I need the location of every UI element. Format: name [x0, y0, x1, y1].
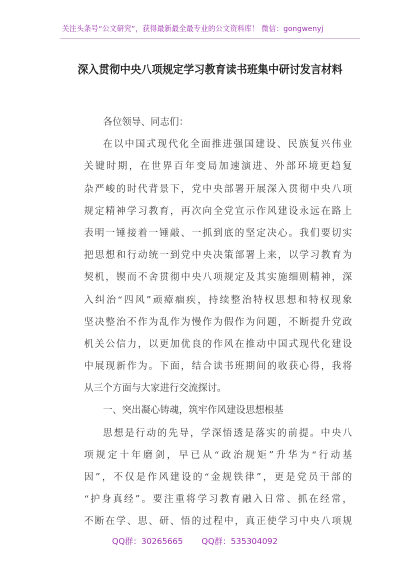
footer-qq-group-1: QQ群：30265665	[112, 536, 183, 546]
header-divider	[60, 38, 360, 39]
body-line: 项规定十年磨剑，早已从“政治规矩”升华为“行动基	[84, 449, 352, 461]
body-line: 思想是行动的先导，学深悟透是落实的前提。中央八	[103, 427, 352, 439]
body-line: 一、突出凝心铸魂，筑牢作风建设思想根基	[103, 405, 284, 417]
body-line: 在以中国式现代化全面推进强国建设、民族复兴伟业	[103, 139, 352, 151]
body-line: 坚决整治不作为乱作为慢作为假作为问题，不断提升党政	[84, 316, 352, 328]
body-line: 入纠治“四风”顽瘴痼疾，持续整治特权思想和特权现象	[84, 294, 352, 306]
document-title: 深入贯彻中央八项规定学习教育读书班集中研讨发言材料	[77, 64, 343, 76]
body-line: “护身真经”。要注重将学习教育融入日常、抓在经常，	[84, 494, 352, 506]
body-line: 机关公信力，以更加优良的作风在推动中国式现代化建设	[84, 338, 352, 350]
body-line: 关键时期，在世界百年变局加速演进、外部环境更趋复	[84, 161, 352, 173]
document-body	[84, 112, 352, 534]
body-line: 不断在学、思、研、悟的过程中，真正使学习中央八项规	[84, 516, 352, 528]
body-line: 规定精神学习教育，再次向全党宣示作风建设永远在路上	[84, 205, 352, 217]
footer-contact	[112, 536, 312, 547]
footer-qq-group-2: QQ群：535304092	[201, 536, 278, 546]
body-line: 契机，锲而不舍贯彻中央八项规定及其实施细则精神，深	[84, 272, 352, 284]
body-line: 中展现新作为。下面，结合读书班期间的收获心得，我将	[84, 361, 352, 373]
body-line: 各位领导、同志们：	[103, 117, 189, 128]
body-line: 从三个方面与大家进行交流探讨。	[84, 383, 227, 395]
body-line: 杂严峻的时代背景下，党中央部署开展深入贯彻中央八项	[84, 183, 352, 195]
body-line: 因”，不仅是作风建设的“金规铁律”，更是党员干部的	[84, 472, 352, 483]
body-line: 表明一锤接着一锤敲、一抓到底的坚定决心。我们要切实	[84, 227, 352, 239]
header-banner: 关注头条号“公文研究”，获得最新最全最专业的公文资料库！ 微信：gongwenyj	[62, 24, 324, 33]
body-line: 把思想和行动统一到党中央决策部署上来，以学习教育为	[84, 250, 352, 262]
